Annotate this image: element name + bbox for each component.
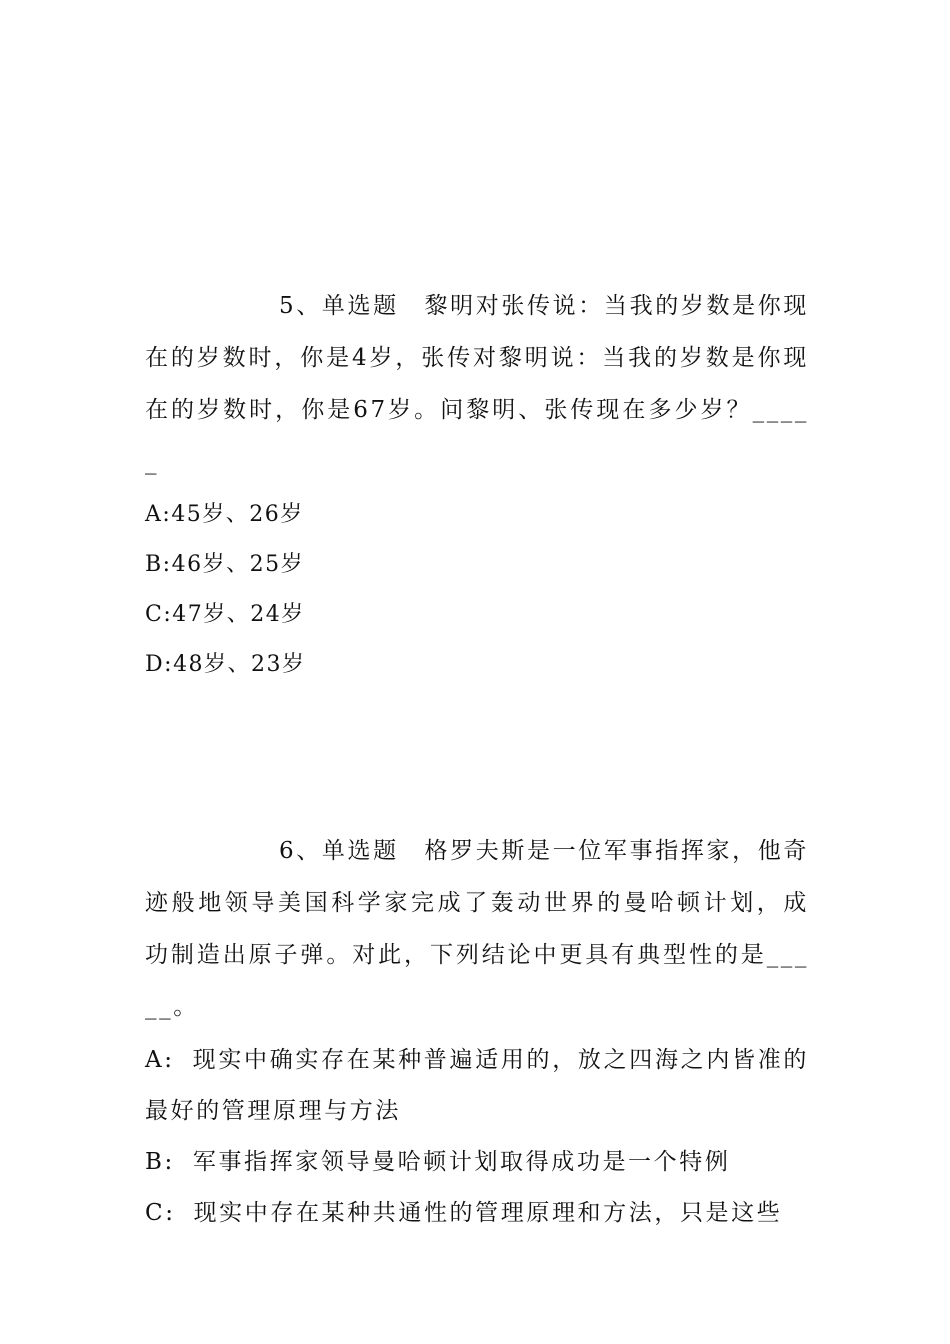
option-text: 现实中确实存在某种普遍适用的，放之四海之内皆准的最好的管理原理与方法 [145,1047,809,1124]
option-list [145,490,809,690]
option-list [145,1035,809,1239]
option-letter: C: [145,602,173,627]
option-a[interactable] [145,490,809,540]
option-letter: C: [145,1200,176,1226]
question-stem: 5、单选题 黎明对张传说：当我的岁数是你现在的岁数时，你是4岁，张传对黎明说：当我的岁数是你现在的岁数时，你是67岁。问黎明、张传现在多少岁？_____ [145,293,809,475]
option-c[interactable] [145,1188,809,1239]
option-letter: D: [145,652,174,677]
option-a[interactable] [145,1035,809,1137]
option-text: 现实中存在某种共通性的管理原理和方法，只是这些 [193,1200,783,1226]
option-d[interactable] [145,640,809,690]
option-text: 45岁、26岁 [171,502,304,527]
option-text: 军事指挥家领导曼哈顿计划取得成功是一个特例 [192,1149,731,1175]
question-5 [145,280,809,690]
option-text: 48岁、23岁 [173,652,306,677]
option-b[interactable] [145,540,809,590]
question-stem: 6、单选题 格罗夫斯是一位军事指挥家，他奇迹般地领导美国科学家完成了轰动世界的曼哈顿计划，成功制造出原子弹。对此，下列结论中更具有典型性的是_____。 [145,838,809,1020]
option-letter: A: [145,502,172,527]
option-text: 47岁、24岁 [172,602,305,627]
option-b[interactable] [145,1137,809,1188]
option-letter: A: [145,1047,175,1073]
option-c[interactable] [145,590,809,640]
question-6 [145,825,809,1239]
option-text: 46岁、25岁 [171,552,305,577]
option-letter: B: [145,1149,175,1175]
option-letter: B: [145,552,172,577]
